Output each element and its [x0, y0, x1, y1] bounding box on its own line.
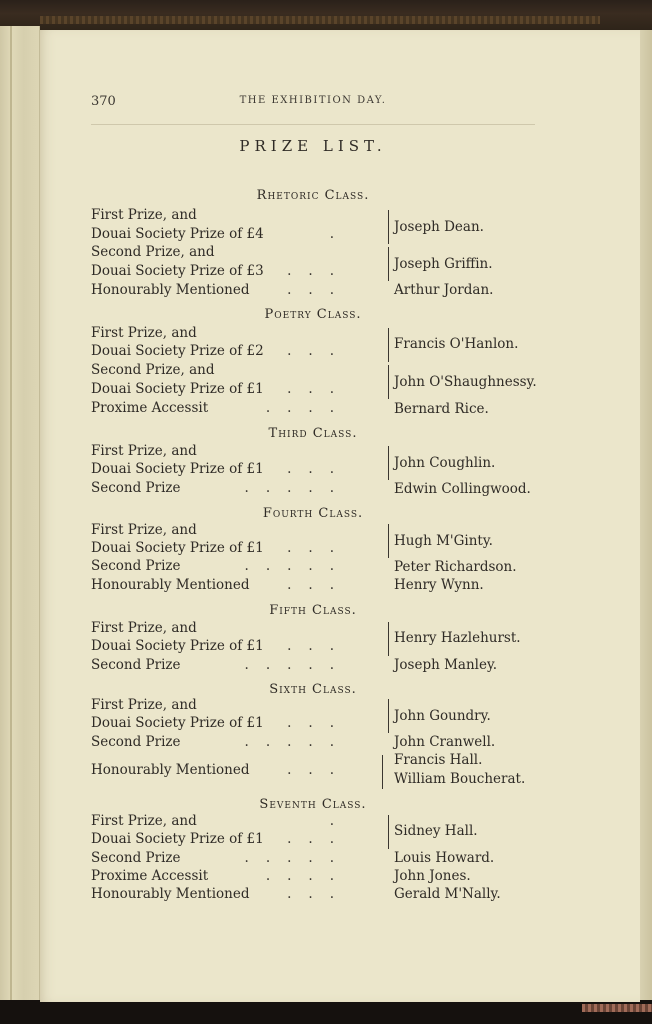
leader-dots: ... [287, 540, 351, 556]
header-rule [91, 124, 535, 125]
award-label: Douai Society Prize of £3 [91, 263, 264, 279]
award-row [91, 638, 391, 656]
award-row [91, 343, 391, 361]
award-label: Douai Society Prize of £1 [91, 831, 264, 847]
leader-dots: ... [287, 831, 351, 847]
leader-dots: ... [287, 461, 351, 477]
winner-name: Francis Hall. [394, 752, 483, 768]
brace [377, 446, 389, 480]
award-label: First Prize, and [91, 207, 197, 223]
winner-name: Arthur Jordan. [394, 282, 494, 298]
brace [377, 365, 389, 399]
award-label: Douai Society Prize of £1 [91, 540, 264, 556]
award-label: Second Prize, and [91, 362, 215, 378]
page-number: 370 [91, 94, 116, 109]
award-row [91, 443, 391, 461]
brace [382, 755, 394, 789]
leader-dots: ... [287, 343, 351, 359]
award-row [91, 558, 391, 576]
winner-name: Peter Richardson. [394, 559, 517, 575]
leader-dots: . [329, 813, 351, 829]
award-label: Douai Society Prize of £4 [91, 226, 264, 242]
award-label: Second Prize [91, 850, 181, 866]
award-label: Honourably Mentioned [91, 762, 250, 778]
class-heading-third: Third Class. [268, 426, 358, 441]
leader-dots: ... [287, 638, 351, 654]
leader-dots: ..... [244, 850, 351, 866]
winner-name: Gerald M'Nally. [394, 886, 501, 902]
page-edge-right [638, 30, 652, 1002]
leader-dots: ..... [244, 558, 351, 574]
gilt-edge [40, 16, 600, 24]
brace [377, 622, 389, 656]
class-heading-fourth: Fourth Class. [262, 506, 364, 521]
award-label: Proxime Accessit [91, 868, 209, 884]
award-label: First Prize, and [91, 813, 197, 829]
running-title: THE EXHIBITION DAY. [239, 95, 387, 106]
winner-name: Joseph Griffin. [394, 256, 493, 272]
leader-dots: ..... [244, 657, 351, 673]
brace [377, 210, 389, 244]
award-label: Honourably Mentioned [91, 577, 250, 593]
brace [377, 524, 389, 558]
gilt-edge-bottom [582, 1004, 652, 1012]
leader-dots: ... [287, 263, 351, 279]
winner-name: Henry Wynn. [394, 577, 484, 593]
award-label: First Prize, and [91, 620, 197, 636]
award-row [91, 540, 391, 558]
award-label: First Prize, and [91, 697, 197, 713]
winner-name: Hugh M'Ginty. [394, 533, 493, 549]
winner-name: Louis Howard. [394, 850, 495, 866]
leader-dots: ... [287, 715, 351, 731]
award-row [91, 886, 391, 904]
brace [377, 247, 389, 281]
award-label: First Prize, and [91, 325, 197, 341]
award-row [91, 480, 391, 498]
award-row [91, 362, 391, 380]
leader-dots: .... [265, 868, 351, 884]
winner-name: John Goundry. [394, 708, 491, 724]
award-label: Proxime Accessit [91, 400, 209, 416]
award-label: Honourably Mentioned [91, 886, 250, 902]
winner-name: John O'Shaughnessy. [394, 374, 537, 390]
winner-name: Sidney Hall. [394, 823, 478, 839]
award-row [91, 868, 391, 886]
class-heading-seventh: Seventh Class. [259, 797, 367, 812]
brace [377, 815, 389, 849]
award-row [91, 697, 391, 715]
winner-name: William Boucherat. [394, 771, 526, 787]
award-row [91, 325, 391, 343]
award-row [91, 850, 391, 868]
book-binding-bottom [0, 1000, 652, 1024]
award-label: Second Prize [91, 558, 181, 574]
award-label: Douai Society Prize of £1 [91, 638, 264, 654]
brace [377, 328, 389, 362]
class-heading-fifth: Fifth Class. [269, 603, 357, 618]
award-row [91, 813, 391, 831]
prize-list-title: PRIZE LIST. [239, 137, 387, 155]
brace [377, 699, 389, 733]
award-row [91, 226, 391, 244]
award-row [91, 657, 391, 675]
award-label: Second Prize [91, 734, 181, 750]
book-binding-top [0, 0, 652, 30]
award-label: First Prize, and [91, 522, 197, 538]
leader-dots: ... [287, 381, 351, 397]
winner-name: Henry Hazlehurst. [394, 630, 521, 646]
award-row [91, 577, 391, 595]
leader-dots: ... [287, 762, 351, 778]
winner-name: John Cranwell. [394, 734, 496, 750]
award-row [91, 207, 391, 225]
winner-name: John Coughlin. [394, 455, 496, 471]
award-label: Honourably Mentioned [91, 282, 250, 298]
award-row [91, 263, 391, 281]
winner-name: Joseph Manley. [394, 657, 498, 673]
award-row [91, 734, 391, 752]
award-row [91, 461, 391, 479]
facing-page-edges [0, 26, 40, 1004]
award-label: First Prize, and [91, 443, 197, 459]
leader-dots: ..... [244, 480, 351, 496]
winner-name: Francis O'Hanlon. [394, 336, 519, 352]
leader-dots: .... [265, 400, 351, 416]
award-label: Second Prize, and [91, 244, 215, 260]
award-label: Douai Society Prize of £1 [91, 715, 264, 731]
award-row [91, 522, 391, 540]
award-row [91, 762, 391, 780]
award-row [91, 831, 391, 849]
class-heading-rhetoric: Rhetoric Class. [256, 188, 370, 203]
award-label: Second Prize [91, 480, 181, 496]
winner-name: Bernard Rice. [394, 401, 489, 417]
leader-dots: . [329, 226, 351, 242]
award-label: Douai Society Prize of £1 [91, 381, 264, 397]
award-row [91, 620, 391, 638]
award-label: Douai Society Prize of £1 [91, 461, 264, 477]
award-row [91, 381, 391, 399]
winner-name: Joseph Dean. [394, 219, 484, 235]
class-heading-poetry: Poetry Class. [264, 307, 362, 322]
leader-dots: ... [287, 577, 351, 593]
award-label: Second Prize [91, 657, 181, 673]
award-label: Douai Society Prize of £2 [91, 343, 264, 359]
leader-dots: ..... [244, 734, 351, 750]
award-row [91, 282, 391, 300]
winner-name: John Jones. [394, 868, 471, 884]
winner-name: Edwin Collingwood. [394, 481, 531, 497]
award-row [91, 400, 391, 418]
leader-dots: ... [287, 886, 351, 902]
award-row [91, 244, 391, 262]
leader-dots: ... [287, 282, 351, 298]
class-heading-sixth: Sixth Class. [269, 682, 357, 697]
page-header [91, 94, 535, 112]
award-row [91, 715, 391, 733]
